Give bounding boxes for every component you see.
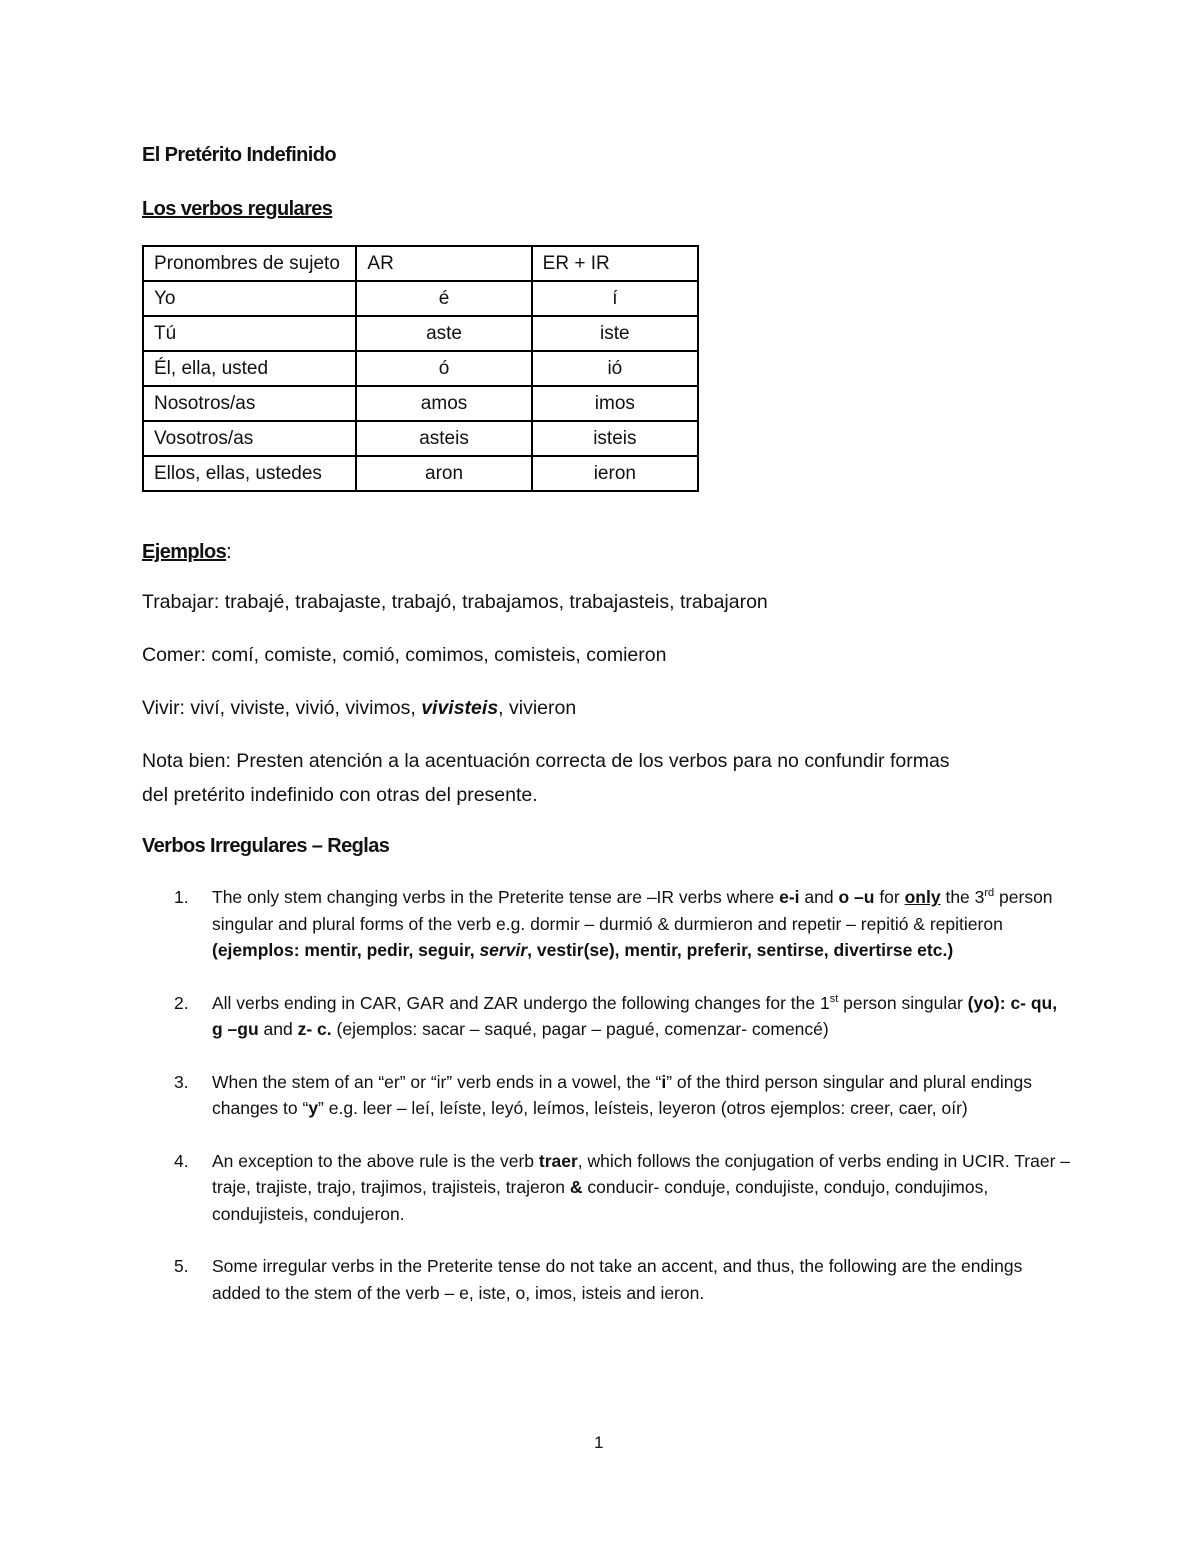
table-cell: ió: [532, 351, 698, 386]
table-cell: aron: [356, 456, 531, 491]
table-cell: é: [356, 281, 531, 316]
rule-text: (ejemplos: sacar – saqué, pagar – pagué, comenzar- comencé): [331, 1019, 829, 1039]
rule-superscript: rd: [984, 887, 995, 899]
rule-text: conducir- conduje, condujiste, condujo, condujimos, condujisteis, condujeron.: [212, 1177, 989, 1224]
rule-text: i: [661, 1071, 667, 1092]
rule-text: (yo): c- qu, g –gu: [212, 992, 1058, 1039]
list-item: [142, 1069, 1072, 1122]
table-cell: ieron: [532, 456, 698, 491]
rule-superscript: st: [829, 992, 839, 1005]
rule-text: for: [874, 887, 905, 907]
header-pronombres: Pronombres de sujeto: [143, 246, 356, 281]
table-cell: iste: [532, 316, 698, 351]
table-cell: Tú: [143, 316, 356, 351]
rule-text: Some irregular verbs in the Preterite tense do not take an accent, and thus, the following are the endings added to the stem of the verb – e, iste, o, imos, isteis and ieron.: [212, 1256, 1023, 1303]
header-er-ir: ER + IR: [532, 246, 698, 281]
table-cell: amos: [356, 386, 531, 421]
example-trabajar: Trabajar: trabajé, trabajaste, trabajó, trabajamos, trabajasteis, trabajaron: [142, 591, 768, 613]
rule-text: An exception to the above rule is the verb: [212, 1150, 539, 1171]
nota-bien-line-2: del pretérito indefinido con otras del presente.: [142, 784, 538, 806]
page-number: 1: [594, 1433, 604, 1452]
irregular-rules-list: [142, 884, 1072, 1332]
conjugation-table: [142, 245, 699, 492]
rule-text: When the stem of an “er” or “ir” verb ends in a vowel, the “: [212, 1071, 662, 1092]
table-cell: aste: [356, 316, 531, 351]
rule-text: y: [308, 1098, 319, 1118]
example-vivir-highlight: vivisteis: [421, 697, 499, 719]
list-item: [142, 1148, 1072, 1228]
rule-text: and: [799, 887, 839, 907]
table-cell: Nosotros/as: [143, 386, 356, 421]
table-cell: Él, ella, usted: [143, 351, 356, 386]
list-item: [142, 990, 1072, 1043]
rule-text: ” of the third person singular and plural endings changes to “: [212, 1071, 1033, 1118]
table-cell: Yo: [143, 281, 356, 316]
rule-number: 5.: [174, 1256, 189, 1276]
table-cell: Ellos, ellas, ustedes: [143, 456, 356, 491]
table-row: [143, 421, 698, 456]
rule-text: All verbs ending in CAR, GAR and ZAR undergo the following changes for the 1: [212, 992, 830, 1013]
rule-number: 4.: [174, 1150, 189, 1171]
table-row: [143, 351, 698, 386]
rule-text: z- c.: [297, 1019, 332, 1039]
rule-text: The only stem changing verbs in the Preterite tense are –IR verbs where: [212, 887, 780, 907]
example-vivir-part-c: , vivieron: [498, 697, 577, 719]
example-vivir-part-a: Vivir: viví, viviste, vivió, vivimos,: [142, 697, 422, 719]
examples-heading-text: Ejemplos: [142, 541, 227, 563]
rule-number: 2.: [174, 992, 189, 1013]
rule-text: traer: [538, 1150, 578, 1171]
examples-heading-colon: :: [226, 541, 232, 563]
section-heading-regular-verbs: Los verbos regulares: [142, 198, 333, 220]
table-row: [143, 281, 698, 316]
table-header-row: [143, 246, 698, 281]
rule-text: and: [258, 1019, 298, 1039]
rule-text: o –u: [838, 887, 875, 907]
example-vivir: [142, 697, 576, 720]
rule-text: e-i: [779, 887, 800, 907]
table-cell: isteis: [532, 421, 698, 456]
table-row: [143, 386, 698, 421]
table-cell: imos: [532, 386, 698, 421]
header-ar: AR: [356, 246, 531, 281]
table-cell: í: [532, 281, 698, 316]
table-row: [143, 316, 698, 351]
example-comer: Comer: comí, comiste, comió, comimos, comisteis, comieron: [142, 644, 667, 666]
table-cell: asteis: [356, 421, 531, 456]
rule-text: &: [569, 1177, 583, 1197]
nota-bien-line-1: Nota bien: Presten atención a la acentuación correcta de los verbos para no confundir formas: [142, 750, 950, 772]
rule-text: ” e.g. leer – leí, leíste, leyó, leímos, leísteis, leyeron (otros ejemplos: creer, caer, oír): [318, 1098, 968, 1118]
rule-text: (ejemplos: mentir, pedir, seguir,: [212, 940, 480, 960]
page-title: El Pretérito Indefinido: [142, 144, 336, 166]
table-cell: ó: [356, 351, 531, 386]
list-item: [142, 884, 1072, 964]
rule-text: only: [904, 887, 941, 907]
rule-text: servir: [479, 940, 528, 960]
rule-number: 3.: [174, 1071, 189, 1092]
table-cell: Vosotros/as: [143, 421, 356, 456]
rule-text: , which follows the conjugation of verbs ending in UCIR. Traer – traje, trajiste, trajo, trajimos, trajisteis, trajeron: [212, 1150, 1070, 1197]
list-item: [142, 1253, 1072, 1306]
rule-text: person singular: [838, 992, 968, 1013]
rule-text: person singular and plural forms of the verb e.g. dormir – durmió & durmieron and repetir – repitió & repitieron: [212, 887, 1053, 934]
table-row: [143, 456, 698, 491]
rule-number: 1.: [174, 887, 189, 907]
section-heading-irregular-verbs: Verbos Irregulares – Reglas: [142, 835, 390, 857]
rule-text: the 3: [940, 887, 985, 907]
examples-heading: [142, 541, 231, 564]
rule-text: , vestir(se), mentir, preferir, sentirse, divertirse etc.): [527, 940, 954, 960]
